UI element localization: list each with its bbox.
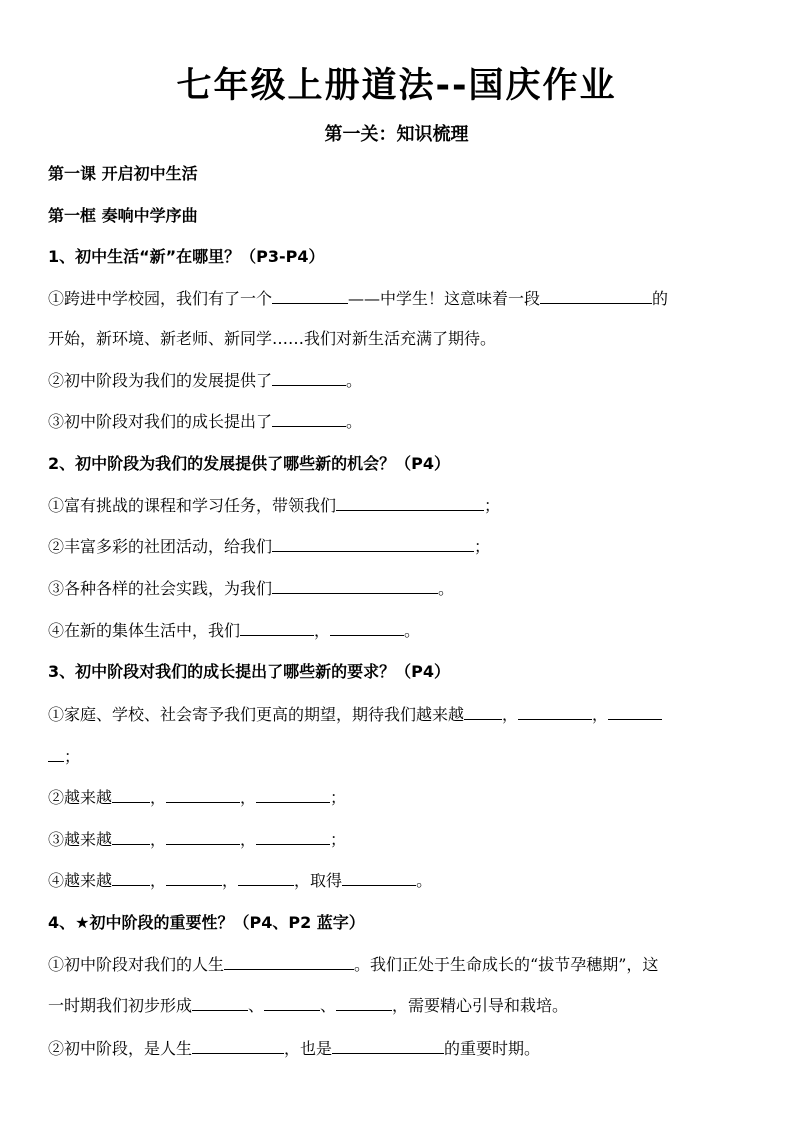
text-segment: 。 bbox=[438, 579, 455, 598]
text-segment: ， bbox=[240, 830, 257, 849]
text-segment: ，也是 bbox=[284, 1039, 333, 1058]
answer-blank[interactable] bbox=[336, 996, 392, 1011]
text-segment: ； bbox=[64, 747, 81, 766]
answer-blank[interactable] bbox=[464, 705, 502, 720]
text-segment: ， bbox=[240, 788, 257, 807]
text-segment: 。 bbox=[346, 412, 363, 431]
answer-blank[interactable] bbox=[332, 1039, 444, 1054]
text-segment: 。 bbox=[404, 621, 421, 640]
text-segment: 。 bbox=[346, 371, 363, 390]
answer-blank[interactable] bbox=[608, 705, 662, 720]
q3-line-1-cont bbox=[48, 746, 748, 768]
answer-blank[interactable] bbox=[192, 1039, 284, 1054]
section-subtitle: 第一关：知识梳理 bbox=[324, 124, 469, 145]
answer-blank[interactable] bbox=[166, 830, 240, 845]
text-segment: ①富有挑战的课程和学习任务，带领我们 bbox=[48, 496, 337, 515]
q3-line-2 bbox=[48, 787, 748, 809]
q2-line-2 bbox=[48, 536, 748, 558]
text-segment: 。我们正处于生命成长的“拔节孕穗期”，这 bbox=[354, 955, 659, 974]
q3-line-3 bbox=[48, 829, 748, 851]
text-segment: ②丰富多彩的社团活动，给我们 bbox=[48, 537, 273, 556]
answer-blank[interactable] bbox=[272, 289, 348, 304]
text-segment: ， bbox=[314, 621, 331, 640]
text-segment: ②初中阶段为我们的发展提供了 bbox=[48, 371, 273, 390]
text-segment: 、 bbox=[248, 996, 265, 1015]
question-3-heading: 3、初中阶段对我们的成长提出了哪些新的要求？（P4） bbox=[48, 662, 450, 681]
q3-line-4 bbox=[48, 870, 748, 892]
text-segment: ——中学生！这意味着一段 bbox=[348, 289, 541, 308]
answer-blank[interactable] bbox=[256, 788, 330, 803]
text-segment: ， bbox=[592, 705, 609, 724]
answer-blank[interactable] bbox=[342, 871, 416, 886]
question-4-heading: 4、★初中阶段的重要性？（P4、P2 蓝字） bbox=[48, 913, 365, 932]
answer-blank[interactable] bbox=[112, 830, 150, 845]
q2-line-4 bbox=[48, 620, 748, 642]
text-segment: ； bbox=[474, 537, 491, 556]
answer-blank[interactable] bbox=[112, 871, 150, 886]
answer-blank[interactable] bbox=[240, 621, 314, 636]
text-segment: ； bbox=[484, 496, 501, 515]
q2-line-3 bbox=[48, 578, 748, 600]
text-segment: ， bbox=[150, 871, 167, 890]
question-2-heading: 2、初中阶段为我们的发展提供了哪些新的机会？（P4） bbox=[48, 454, 450, 473]
page-title: 七年级上册道法--国庆作业 bbox=[176, 66, 617, 106]
text-segment: ③越来越 bbox=[48, 830, 113, 849]
text-segment: 的 bbox=[652, 289, 669, 308]
q1-line-3 bbox=[48, 411, 748, 433]
answer-blank[interactable] bbox=[166, 871, 222, 886]
text-segment: 、 bbox=[320, 996, 337, 1015]
text-segment: ③各种各样的社会实践，为我们 bbox=[48, 579, 273, 598]
answer-blank[interactable] bbox=[518, 705, 592, 720]
text-segment: ， bbox=[502, 705, 519, 724]
text-segment: ； bbox=[330, 788, 347, 807]
answer-blank[interactable] bbox=[48, 747, 64, 762]
text-segment: 。 bbox=[416, 871, 433, 890]
q1-line-1 bbox=[48, 288, 748, 310]
answer-blank[interactable] bbox=[192, 996, 248, 1011]
text-segment: 一时期我们初步形成 bbox=[48, 996, 193, 1015]
answer-blank[interactable] bbox=[540, 289, 652, 304]
text-segment: ， bbox=[222, 871, 239, 890]
q2-line-1 bbox=[48, 495, 748, 517]
text-segment: ，需要精心引导和栽培。 bbox=[392, 996, 569, 1015]
q1-line-1-cont: 开始，新环境、新老师、新同学……我们对新生活充满了期待。 bbox=[48, 329, 497, 348]
q4-line-1-cont bbox=[48, 995, 748, 1017]
answer-blank[interactable] bbox=[336, 496, 484, 511]
answer-blank[interactable] bbox=[272, 579, 438, 594]
text-segment: ④在新的集体生活中，我们 bbox=[48, 621, 241, 640]
answer-blank[interactable] bbox=[264, 996, 320, 1011]
q4-line-2 bbox=[48, 1038, 748, 1060]
lesson-heading: 第一课 开启初中生活 bbox=[48, 164, 198, 183]
question-1-heading: 1、初中生活“新”在哪里？（P3-P4） bbox=[48, 247, 325, 266]
answer-blank[interactable] bbox=[272, 537, 474, 552]
text-segment: ②初中阶段，是人生 bbox=[48, 1039, 193, 1058]
text-segment: ①家庭、学校、社会寄予我们更高的期望，期待我们越来越 bbox=[48, 705, 465, 724]
q3-line-1 bbox=[48, 704, 748, 726]
answer-blank[interactable] bbox=[112, 788, 150, 803]
text-segment: ①初中阶段对我们的人生 bbox=[48, 955, 225, 974]
q1-line-2 bbox=[48, 370, 748, 392]
text-segment: ②越来越 bbox=[48, 788, 113, 807]
answer-blank[interactable] bbox=[272, 412, 346, 427]
answer-blank[interactable] bbox=[256, 830, 330, 845]
text-segment: ①跨进中学校园，我们有了一个 bbox=[48, 289, 273, 308]
q4-line-1 bbox=[48, 954, 748, 976]
text-segment: ， bbox=[150, 788, 167, 807]
frame-heading: 第一框 奏响中学序曲 bbox=[48, 206, 198, 225]
text-segment: ④越来越 bbox=[48, 871, 113, 890]
text-segment: ； bbox=[330, 830, 347, 849]
answer-blank[interactable] bbox=[166, 788, 240, 803]
text-segment: ， bbox=[150, 830, 167, 849]
answer-blank[interactable] bbox=[224, 955, 354, 970]
text-segment: 的重要时期。 bbox=[444, 1039, 541, 1058]
answer-blank[interactable] bbox=[330, 621, 404, 636]
text-segment: ，取得 bbox=[294, 871, 343, 890]
text-segment: ③初中阶段对我们的成长提出了 bbox=[48, 412, 273, 431]
answer-blank[interactable] bbox=[238, 871, 294, 886]
answer-blank[interactable] bbox=[272, 371, 346, 386]
